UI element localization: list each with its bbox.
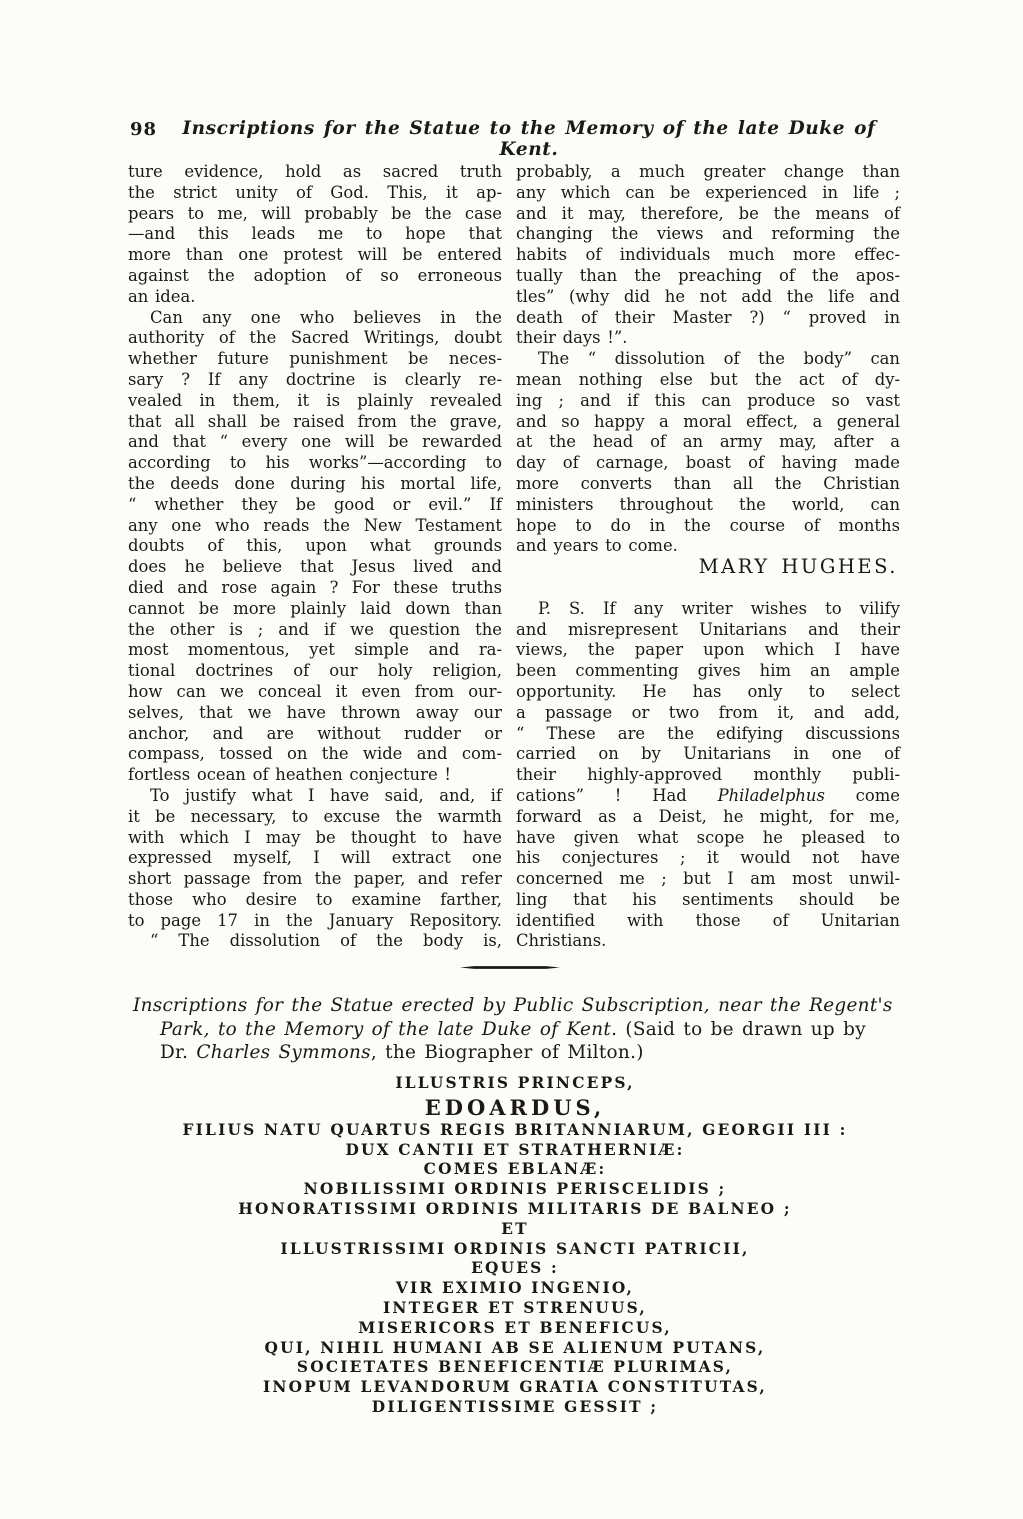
text-line: views, the paper upon which I have [516,640,900,660]
text-line: Can any one who believes in the [150,307,502,327]
text-line: and years to come. [516,536,678,556]
text-line: an idea. [128,286,196,306]
text-line: forward as a Deist, he might, for me, [516,806,900,826]
text-line: fortless ocean of heathen conjecture ! [128,765,451,785]
attribution-paragraph [133,994,911,1065]
text-line: and so happy a moral effect, a general [516,411,900,431]
text-line: those who desire to examine farther, [128,889,502,909]
text-line: Inscriptions for the Statue erected by Public Subscription, near the Regent's [133,995,893,1016]
text-line: have given what scope he pleased to [516,827,900,847]
text-line: FILIUS NATU QUARTUS REGIS BRITANNIARUM, GEORGII III : [182,1120,848,1139]
text-line: probably, a much greater change than [516,162,900,181]
text-line: a passage or two from it, and add, [516,702,900,722]
author-signature: MARY HUGHES. [698,555,898,579]
text-line: NOBILISSIMI ORDINIS PERISCELIDIS ; [303,1180,727,1199]
text-line: COMES EBLANÆ: [423,1160,607,1179]
text-line: according to his works”—according to [128,453,502,473]
text-line: vealed in them, it is plainly revealed [128,390,502,410]
text-line: and that “ every one will be rewarded [128,432,502,452]
text-line: pears to me, will probably be the case [128,203,502,223]
text-line: habits of individuals much more effec- [516,245,900,265]
text-line: ET [501,1219,529,1238]
text-line: “ whether they be good or evil.” If [128,494,502,514]
text-line: changing the views and reforming the [516,224,900,244]
running-title: Inscriptions for the Statue to the Memory of the late Duke of Kent. [182,118,876,160]
text-line: Park, to the Memory of the late Duke of Kent. (Said to be drawn up by [160,1018,866,1040]
text-line: any which can be experienced in life ; [516,182,900,202]
text-line: more converts than all the Christian [516,473,900,493]
text-line: Dr. Charles Symmons, the Biographer of Milton.) [160,1042,644,1063]
page-number: 98 [130,119,158,140]
text-line: the strict unity of God. This, it ap- [128,182,502,202]
text-line: ling that his sentiments should be [516,889,900,909]
text-line: it be necessary, to excuse the warmth [128,806,502,826]
text-line: HONORATISSIMI ORDINIS MILITARIS DE BALNEO ; [238,1199,792,1218]
text-line: tually than the preaching of the apos- [516,265,900,285]
text-line: tional doctrines of our holy religion, [128,661,502,681]
two-column-body [128,162,900,952]
text-line: carried on by Unitarians in one of [516,744,900,764]
text-line: DUX CANTII ET STRATHERNIÆ: [345,1140,685,1159]
text-line: SOCIETATES BENEFICENTIÆ PLURIMAS, [296,1358,734,1377]
text-line: and it may, therefore, be the means of [516,203,900,223]
text-line: hope to do in the course of months [516,515,900,535]
text-line: “ These are the edifying discussions [516,723,900,743]
text-line: ministers throughout the world, can [516,494,900,514]
text-line: doubts of this, upon what grounds [128,536,502,556]
section-divider-rule [460,965,560,970]
text-line: MISERICORS ET BENEFICUS, [358,1318,672,1337]
text-line: ILLUSTRIS PRINCEPS, [395,1074,635,1092]
text-line: EQUES : [471,1259,559,1278]
text-line: their highly-approved monthly publi- [516,765,900,785]
text-line: INOPUM LEVANDORUM GRATIA CONSTITUTAS, [263,1378,767,1397]
text-line: “ The dissolution of the body is, [150,931,502,951]
right-column [516,162,900,952]
text-line: authority of the Sacred Writings, doubt [128,328,502,348]
text-line: P. S. If any writer wishes to vilify [538,598,900,618]
text-line: Christians. [516,931,607,951]
text-line: mean nothing else but the act of dy- [516,369,900,389]
text-line: cations” ! Had Philadelphus come [516,785,900,805]
text-line: how can we conceal it even from our- [128,681,502,701]
text-line: does he believe that Jesus lived and [128,557,502,577]
text-line: whether future punishment be neces- [128,349,502,369]
text-line: expressed myself, I will extract one [128,848,502,868]
text-line [516,578,900,599]
text-line: EDOARDUS, [424,1094,606,1120]
text-line: sary ? If any doctrine is clearly re- [128,369,502,389]
text-line: INTEGER ET STRENUUS, [383,1298,647,1317]
text-line: short passage from the paper, and refer [128,869,502,889]
text-line: selves, that we have thrown away our [128,702,502,722]
text-line: The “ dissolution of the body” can [538,349,900,369]
text-line: VIR EXIMIO INGENIO, [395,1279,635,1298]
text-line: anchor, and are without rudder or [128,723,502,743]
text-line: that all shall be raised from the grave, [128,411,502,431]
text-line: been commenting gives him an ample [516,661,900,681]
text-line: most momentous, yet simple and ra- [128,640,502,660]
text-line: opportunity. He has only to select [516,681,900,701]
text-line: cannot be more plainly laid down than [128,598,502,618]
text-line: DILIGENTISSIME GESSIT ; [371,1397,659,1416]
text-line: compass, tossed on the wide and com- [128,744,502,764]
text-line: and misrepresent Unitarians and their [516,619,900,639]
text-line: at the head of an army may, after a [516,432,900,452]
text-line: identified with those of Unitarian [516,910,900,930]
text-line: QUI, NIHIL HUMANI AB SE ALIENUM PUTANS, [264,1338,766,1357]
text-line: To justify what I have said, and, if [150,785,502,805]
page-header [128,118,900,160]
text-line: died and rose again ? For these truths [128,577,502,597]
text-line: to page 17 in the January Repository. [128,910,502,930]
text-line: with which I may be thought to have [128,827,502,847]
text-line: ture evidence, hold as sacred truth [128,162,502,181]
text-line: any one who reads the New Testament [128,515,502,535]
text-line: ILLUSTRISSIMI ORDINIS SANCTI PATRICII, [280,1239,750,1258]
text-line: more than one protest will be entered [128,245,502,265]
left-column [128,162,502,952]
text-line: —and this leads me to hope that [128,224,502,244]
text-line: his conjectures ; it would not have [516,848,900,868]
text-line: ing ; and if this can produce so vast [516,390,900,410]
text-line: day of carnage, boast of having made [516,453,900,473]
latin-inscription [95,1074,935,1418]
text-line: death of their Master ?) “ proved in [516,307,900,327]
text-line: against the adoption of so erroneous [128,265,502,285]
text-line: their days !”. [516,328,628,348]
text-line: tles” (why did he not add the life and [516,286,900,306]
text-line: concerned me ; but I am most unwil- [516,869,900,889]
text-line: the other is ; and if we question the [128,619,502,639]
text-line: the deeds done during his mortal life, [128,473,502,493]
